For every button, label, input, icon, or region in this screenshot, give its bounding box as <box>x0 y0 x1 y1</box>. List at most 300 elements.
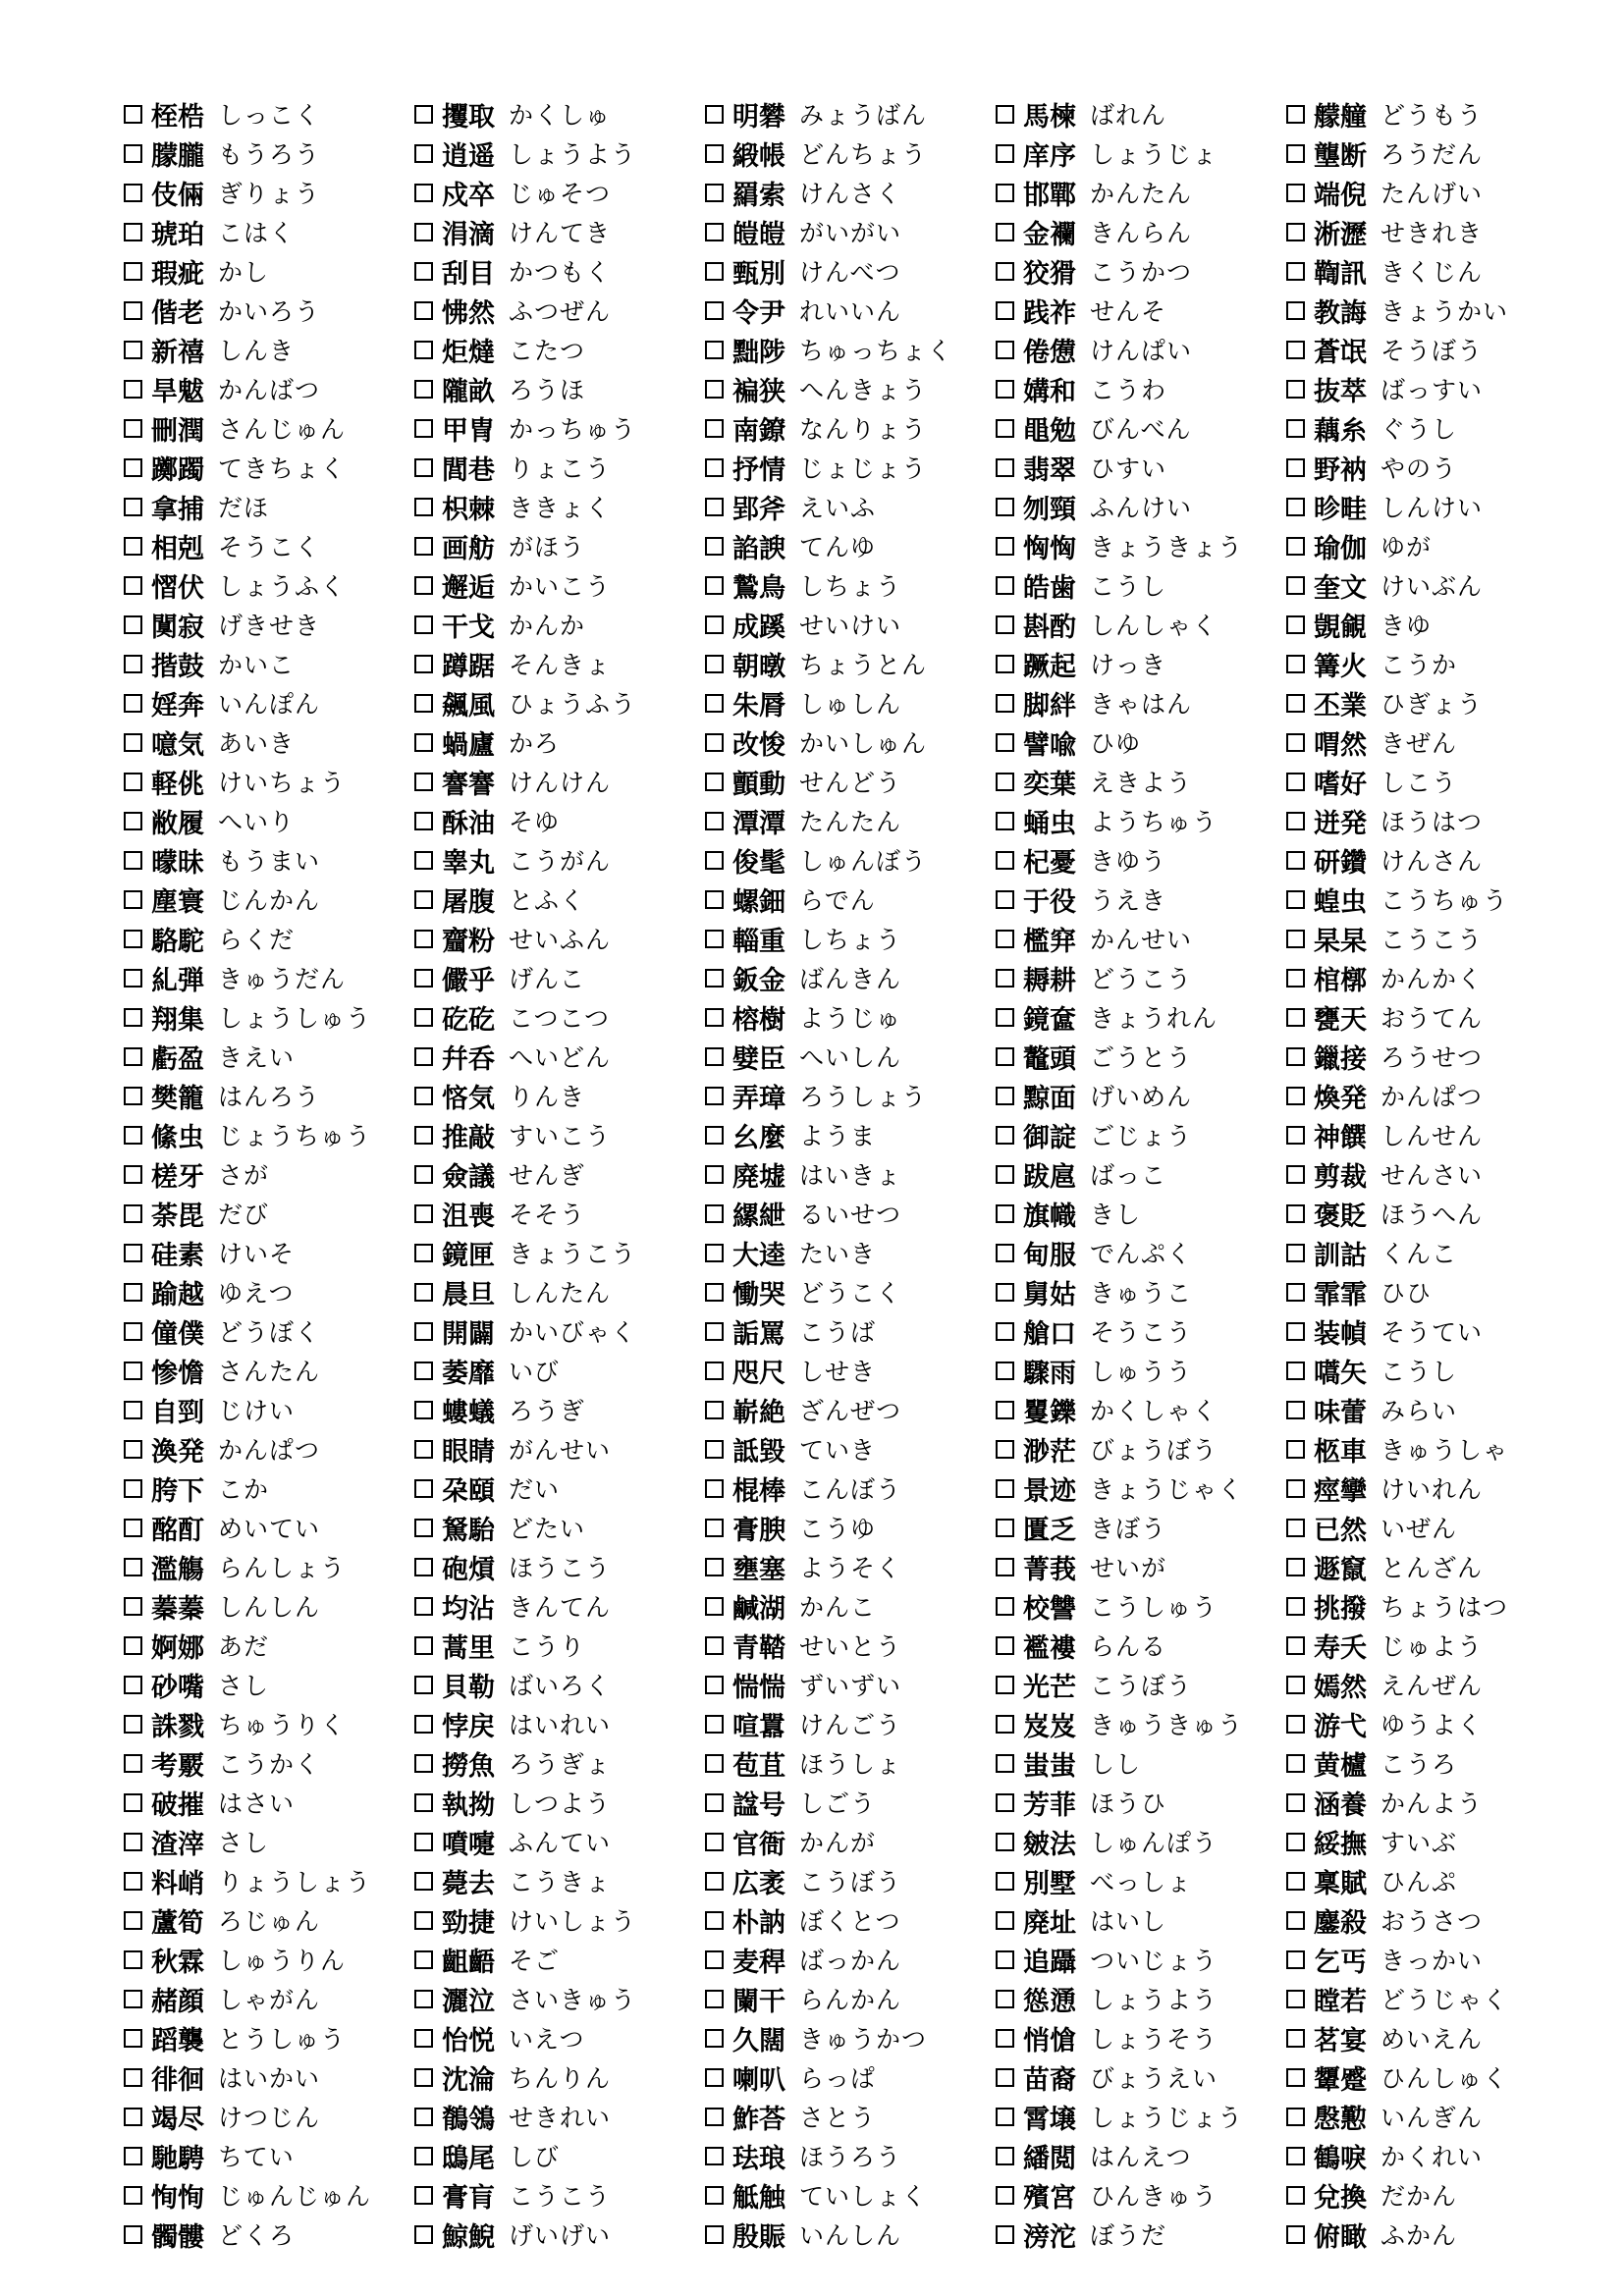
checkbox[interactable] <box>996 1401 1014 1419</box>
checkbox[interactable] <box>124 1833 142 1851</box>
checkbox[interactable] <box>124 1793 142 1812</box>
checkbox[interactable] <box>705 2029 724 2048</box>
checkbox[interactable] <box>705 419 724 438</box>
checkbox[interactable] <box>705 890 724 909</box>
checkbox[interactable] <box>996 458 1014 477</box>
checkbox[interactable] <box>124 1636 142 1655</box>
checkbox[interactable] <box>124 969 142 988</box>
checkbox[interactable] <box>1286 1362 1305 1380</box>
checkbox[interactable] <box>705 144 724 163</box>
checkbox[interactable] <box>705 615 724 634</box>
checkbox[interactable] <box>414 537 433 556</box>
checkbox[interactable] <box>124 812 142 830</box>
checkbox[interactable] <box>705 812 724 830</box>
checkbox[interactable] <box>414 615 433 634</box>
checkbox[interactable] <box>414 1793 433 1812</box>
checkbox[interactable] <box>1286 1636 1305 1655</box>
checkbox[interactable] <box>124 1715 142 1734</box>
checkbox[interactable] <box>1286 498 1305 516</box>
checkbox[interactable] <box>996 1793 1014 1812</box>
checkbox[interactable] <box>705 1008 724 1027</box>
checkbox[interactable] <box>705 2108 724 2126</box>
checkbox[interactable] <box>705 1558 724 1576</box>
vocab-entry <box>996 2215 1286 2254</box>
checkbox[interactable] <box>124 1401 142 1419</box>
checkbox[interactable] <box>705 733 724 752</box>
checkbox[interactable] <box>414 1362 433 1380</box>
checkbox[interactable] <box>996 890 1014 909</box>
checkbox[interactable] <box>705 301 724 320</box>
checkbox[interactable] <box>414 1754 433 1773</box>
checkbox[interactable] <box>414 1676 433 1694</box>
checkbox[interactable] <box>414 1401 433 1419</box>
checkbox[interactable] <box>996 1872 1014 1891</box>
checkbox[interactable] <box>414 458 433 477</box>
checkbox[interactable] <box>124 262 142 281</box>
checkbox[interactable] <box>124 1754 142 1773</box>
checkbox[interactable] <box>705 1990 724 2008</box>
kanji-word: 褊狭 <box>732 376 785 407</box>
checkbox[interactable] <box>414 1440 433 1459</box>
checkbox[interactable] <box>996 262 1014 281</box>
checkbox[interactable] <box>124 2186 142 2205</box>
checkbox[interactable] <box>1286 1126 1305 1145</box>
checkbox[interactable] <box>414 419 433 438</box>
checkbox[interactable] <box>705 1793 724 1812</box>
checkbox[interactable] <box>996 2108 1014 2126</box>
checkbox[interactable] <box>705 537 724 556</box>
checkbox[interactable] <box>996 2029 1014 2048</box>
checkbox[interactable] <box>124 890 142 909</box>
checkbox[interactable] <box>1286 1322 1305 1341</box>
checkbox[interactable] <box>124 2108 142 2126</box>
checkbox[interactable] <box>996 1911 1014 1930</box>
checkbox[interactable] <box>414 1244 433 1262</box>
checkbox[interactable] <box>1286 1244 1305 1262</box>
checkbox[interactable] <box>996 1597 1014 1616</box>
checkbox[interactable] <box>996 144 1014 163</box>
checkbox[interactable] <box>124 1087 142 1105</box>
checkbox[interactable] <box>414 184 433 202</box>
kanji-word: 僉議 <box>442 1161 495 1193</box>
checkbox[interactable] <box>996 1322 1014 1341</box>
checkbox[interactable] <box>1286 2147 1305 2165</box>
checkbox[interactable] <box>124 1597 142 1616</box>
checkbox[interactable] <box>414 1283 433 1302</box>
checkbox[interactable] <box>705 1087 724 1105</box>
checkbox[interactable] <box>1286 1911 1305 1930</box>
checkbox[interactable] <box>414 2147 433 2165</box>
checkbox[interactable] <box>996 2068 1014 2087</box>
checkbox[interactable] <box>124 1872 142 1891</box>
checkbox[interactable] <box>1286 380 1305 399</box>
vocab-entry <box>996 408 1286 448</box>
checkbox[interactable] <box>414 380 433 399</box>
checkbox[interactable] <box>124 1990 142 2008</box>
checkbox[interactable] <box>124 1479 142 1498</box>
checkbox[interactable] <box>705 341 724 359</box>
checkbox[interactable] <box>414 1204 433 1223</box>
kana-reading: けいしょう <box>509 1907 637 1936</box>
checkbox[interactable] <box>414 1087 433 1105</box>
checkbox[interactable] <box>414 1715 433 1734</box>
checkbox[interactable] <box>996 576 1014 595</box>
vocab-entry <box>705 1272 996 1311</box>
checkbox[interactable] <box>996 1362 1014 1380</box>
checkbox[interactable] <box>996 1833 1014 1851</box>
checkbox[interactable] <box>124 930 142 948</box>
checkbox[interactable] <box>414 105 433 124</box>
checkbox[interactable] <box>124 1283 142 1302</box>
checkbox[interactable] <box>1286 2108 1305 2126</box>
checkbox[interactable] <box>705 2147 724 2165</box>
checkbox[interactable] <box>414 1165 433 1184</box>
checkbox[interactable] <box>414 890 433 909</box>
checkbox[interactable] <box>705 1440 724 1459</box>
checkbox[interactable] <box>705 1401 724 1419</box>
checkbox[interactable] <box>996 2186 1014 2205</box>
vocab-entry <box>414 1626 705 1665</box>
checkbox[interactable] <box>705 1047 724 1066</box>
checkbox[interactable] <box>996 1558 1014 1576</box>
checkbox[interactable] <box>996 301 1014 320</box>
checkbox[interactable] <box>705 223 724 241</box>
checkbox[interactable] <box>705 1362 724 1380</box>
checkbox[interactable] <box>124 105 142 124</box>
checkbox[interactable] <box>414 812 433 830</box>
checkbox[interactable] <box>1286 184 1305 202</box>
checkbox[interactable] <box>1286 1990 1305 2008</box>
checkbox[interactable] <box>705 1636 724 1655</box>
checkbox[interactable] <box>705 1165 724 1184</box>
vocab-entry <box>414 1704 705 1743</box>
checkbox[interactable] <box>705 1715 724 1734</box>
checkbox[interactable] <box>124 1244 142 1262</box>
kanji-word: 貝勒 <box>442 1672 495 1703</box>
checkbox[interactable] <box>414 1479 433 1498</box>
checkbox[interactable] <box>705 576 724 595</box>
checkbox[interactable] <box>414 223 433 241</box>
checkbox[interactable] <box>996 223 1014 241</box>
checkbox[interactable] <box>414 2225 433 2244</box>
checkbox[interactable] <box>705 1911 724 1930</box>
checkbox[interactable] <box>996 184 1014 202</box>
checkbox[interactable] <box>996 1479 1014 1498</box>
checkbox[interactable] <box>1286 2068 1305 2087</box>
checkbox[interactable] <box>996 380 1014 399</box>
checkbox[interactable] <box>705 773 724 791</box>
checkbox[interactable] <box>705 1322 724 1341</box>
checkbox[interactable] <box>1286 1597 1305 1616</box>
checkbox[interactable] <box>996 1244 1014 1262</box>
checkbox[interactable] <box>1286 301 1305 320</box>
checkbox[interactable] <box>1286 262 1305 281</box>
kana-reading: くんこ <box>1380 1240 1458 1268</box>
kanji-word: 糺弾 <box>151 965 204 996</box>
checkbox[interactable] <box>705 655 724 673</box>
checkbox[interactable] <box>414 262 433 281</box>
checkbox[interactable] <box>124 1047 142 1066</box>
checkbox[interactable] <box>996 419 1014 438</box>
checkbox[interactable] <box>1286 341 1305 359</box>
checkbox[interactable] <box>1286 655 1305 673</box>
checkbox[interactable] <box>705 1283 724 1302</box>
checkbox[interactable] <box>414 1636 433 1655</box>
checkbox[interactable] <box>996 1126 1014 1145</box>
checkbox[interactable] <box>1286 812 1305 830</box>
checkbox[interactable] <box>124 301 142 320</box>
vocab-entry <box>996 1979 1286 2018</box>
checkbox[interactable] <box>705 1676 724 1694</box>
checkbox[interactable] <box>996 655 1014 673</box>
checkbox[interactable] <box>1286 1047 1305 1066</box>
checkbox[interactable] <box>1286 930 1305 948</box>
checkbox[interactable] <box>1286 1519 1305 1537</box>
checkbox[interactable] <box>414 1558 433 1576</box>
vocab-entry <box>996 1154 1286 1194</box>
checkbox[interactable] <box>124 498 142 516</box>
checkbox[interactable] <box>1286 1204 1305 1223</box>
checkbox[interactable] <box>124 1126 142 1145</box>
checkbox[interactable] <box>705 498 724 516</box>
checkbox[interactable] <box>705 184 724 202</box>
checkbox[interactable] <box>124 1165 142 1184</box>
checkbox[interactable] <box>414 694 433 713</box>
checkbox[interactable] <box>705 1204 724 1223</box>
checkbox[interactable] <box>414 1047 433 1066</box>
checkbox[interactable] <box>1286 1087 1305 1105</box>
checkbox[interactable] <box>124 2147 142 2165</box>
checkbox[interactable] <box>996 1519 1014 1537</box>
checkbox[interactable] <box>124 1676 142 1694</box>
checkbox[interactable] <box>1286 1833 1305 1851</box>
checkbox[interactable] <box>124 458 142 477</box>
checkbox[interactable] <box>1286 2225 1305 2244</box>
checkbox[interactable] <box>1286 851 1305 870</box>
checkbox[interactable] <box>124 773 142 791</box>
checkbox[interactable] <box>996 1676 1014 1694</box>
checkbox[interactable] <box>124 144 142 163</box>
checkbox[interactable] <box>705 969 724 988</box>
checkbox[interactable] <box>1286 890 1305 909</box>
checkbox[interactable] <box>124 537 142 556</box>
checkbox[interactable] <box>1286 1676 1305 1694</box>
checkbox[interactable] <box>124 1558 142 1576</box>
checkbox[interactable] <box>414 144 433 163</box>
checkbox[interactable] <box>705 1597 724 1616</box>
checkbox[interactable] <box>1286 2029 1305 2048</box>
checkbox[interactable] <box>996 1008 1014 1027</box>
checkbox[interactable] <box>996 1204 1014 1223</box>
kana-reading: どうこく <box>799 1279 902 1308</box>
vocab-entry <box>996 683 1286 722</box>
checkbox[interactable] <box>124 851 142 870</box>
checkbox[interactable] <box>1286 1440 1305 1459</box>
checkbox[interactable] <box>414 930 433 948</box>
checkbox[interactable] <box>1286 537 1305 556</box>
checkbox[interactable] <box>124 1362 142 1380</box>
checkbox[interactable] <box>996 1087 1014 1105</box>
checkbox[interactable] <box>996 1283 1014 1302</box>
checkbox[interactable] <box>705 2068 724 2087</box>
checkbox[interactable] <box>996 1950 1014 1969</box>
checkbox[interactable] <box>124 1911 142 1930</box>
checkbox[interactable] <box>1286 1479 1305 1498</box>
checkbox[interactable] <box>996 1440 1014 1459</box>
checkbox[interactable] <box>996 1165 1014 1184</box>
checkbox[interactable] <box>414 2029 433 2048</box>
vocab-entry <box>414 330 705 369</box>
vocab-entry <box>996 2057 1286 2097</box>
checkbox[interactable] <box>414 773 433 791</box>
checkbox[interactable] <box>414 2108 433 2126</box>
checkbox[interactable] <box>124 223 142 241</box>
vocab-entry <box>124 291 414 330</box>
checkbox[interactable] <box>414 2068 433 2087</box>
checkbox[interactable] <box>996 1047 1014 1066</box>
checkbox[interactable] <box>996 694 1014 713</box>
vocab-entry <box>996 644 1286 683</box>
checkbox[interactable] <box>414 969 433 988</box>
checkbox[interactable] <box>996 498 1014 516</box>
checkbox[interactable] <box>414 655 433 673</box>
checkbox[interactable] <box>705 694 724 713</box>
checkbox[interactable] <box>414 1126 433 1145</box>
checkbox[interactable] <box>124 733 142 752</box>
checkbox[interactable] <box>414 1833 433 1851</box>
checkbox[interactable] <box>1286 1165 1305 1184</box>
checkbox[interactable] <box>124 576 142 595</box>
checkbox[interactable] <box>996 733 1014 752</box>
kana-reading: ひんしゅく <box>1380 2064 1509 2093</box>
checkbox[interactable] <box>124 615 142 634</box>
checkbox[interactable] <box>414 1008 433 1027</box>
checkbox[interactable] <box>1286 144 1305 163</box>
checkbox[interactable] <box>414 1990 433 2008</box>
checkbox[interactable] <box>414 2186 433 2205</box>
checkbox[interactable] <box>124 1204 142 1223</box>
checkbox[interactable] <box>414 1597 433 1616</box>
checkbox[interactable] <box>705 1244 724 1262</box>
checkbox[interactable] <box>1286 773 1305 791</box>
checkbox[interactable] <box>414 1519 433 1537</box>
checkbox[interactable] <box>996 615 1014 634</box>
checkbox[interactable] <box>414 1872 433 1891</box>
checkbox[interactable] <box>705 2186 724 2205</box>
checkbox[interactable] <box>414 498 433 516</box>
checkbox[interactable] <box>705 1833 724 1851</box>
checkbox[interactable] <box>996 812 1014 830</box>
checkbox[interactable] <box>124 2029 142 2048</box>
checkbox[interactable] <box>414 1322 433 1341</box>
checkbox[interactable] <box>996 2147 1014 2165</box>
checkbox[interactable] <box>124 694 142 713</box>
checkbox[interactable] <box>1286 733 1305 752</box>
checkbox[interactable] <box>1286 1715 1305 1734</box>
checkbox[interactable] <box>414 733 433 752</box>
checkbox[interactable] <box>1286 576 1305 595</box>
checkbox[interactable] <box>705 2225 724 2244</box>
vocab-entry <box>124 2215 414 2254</box>
checkbox[interactable] <box>124 419 142 438</box>
checkbox[interactable] <box>996 969 1014 988</box>
checkbox[interactable] <box>705 1519 724 1537</box>
checkbox[interactable] <box>705 1479 724 1498</box>
checkbox[interactable] <box>1286 105 1305 124</box>
checkbox[interactable] <box>1286 969 1305 988</box>
checkbox[interactable] <box>1286 694 1305 713</box>
checkbox[interactable] <box>1286 1401 1305 1419</box>
vocab-entry <box>124 1822 414 1861</box>
checkbox[interactable] <box>414 851 433 870</box>
checkbox[interactable] <box>124 2068 142 2087</box>
checkbox[interactable] <box>996 1754 1014 1773</box>
kanji-word: 邯鄲 <box>1023 180 1076 211</box>
checkbox[interactable] <box>996 773 1014 791</box>
checkbox[interactable] <box>705 1872 724 1891</box>
checkbox[interactable] <box>705 1126 724 1145</box>
checkbox[interactable] <box>996 341 1014 359</box>
checkbox[interactable] <box>996 930 1014 948</box>
checkbox[interactable] <box>124 1008 142 1027</box>
checkbox[interactable] <box>1286 1793 1305 1812</box>
checkbox[interactable] <box>1286 1754 1305 1773</box>
checkbox[interactable] <box>124 1440 142 1459</box>
checkbox[interactable] <box>996 1990 1014 2008</box>
checkbox[interactable] <box>705 1950 724 1969</box>
checkbox[interactable] <box>1286 2186 1305 2205</box>
checkbox[interactable] <box>705 262 724 281</box>
kana-reading: しょうふく <box>218 572 347 601</box>
checkbox[interactable] <box>705 105 724 124</box>
checkbox[interactable] <box>1286 223 1305 241</box>
checkbox[interactable] <box>124 1950 142 1969</box>
checkbox[interactable] <box>705 930 724 948</box>
checkbox[interactable] <box>1286 458 1305 477</box>
checkbox[interactable] <box>124 380 142 399</box>
checkbox[interactable] <box>1286 1008 1305 1027</box>
checkbox[interactable] <box>705 458 724 477</box>
checkbox[interactable] <box>705 851 724 870</box>
checkbox[interactable] <box>414 576 433 595</box>
checkbox[interactable] <box>1286 1950 1305 1969</box>
checkbox[interactable] <box>996 1715 1014 1734</box>
checkbox[interactable] <box>414 1950 433 1969</box>
checkbox[interactable] <box>1286 1558 1305 1576</box>
checkbox[interactable] <box>414 301 433 320</box>
checkbox[interactable] <box>996 851 1014 870</box>
checkbox[interactable] <box>996 105 1014 124</box>
checkbox[interactable] <box>996 537 1014 556</box>
checkbox[interactable] <box>124 2225 142 2244</box>
checkbox[interactable] <box>124 1322 142 1341</box>
checkbox[interactable] <box>996 2225 1014 2244</box>
checkbox[interactable] <box>1286 1283 1305 1302</box>
checkbox[interactable] <box>996 1636 1014 1655</box>
checkbox[interactable] <box>414 341 433 359</box>
checkbox[interactable] <box>414 1911 433 1930</box>
checkbox[interactable] <box>124 1519 142 1537</box>
checkbox[interactable] <box>124 655 142 673</box>
checkbox[interactable] <box>124 341 142 359</box>
checkbox[interactable] <box>124 184 142 202</box>
checkbox[interactable] <box>1286 1872 1305 1891</box>
kanji-word: 攫取 <box>442 101 495 133</box>
checkbox[interactable] <box>705 380 724 399</box>
checkbox[interactable] <box>1286 615 1305 634</box>
checkbox[interactable] <box>1286 419 1305 438</box>
checkbox[interactable] <box>705 1754 724 1773</box>
